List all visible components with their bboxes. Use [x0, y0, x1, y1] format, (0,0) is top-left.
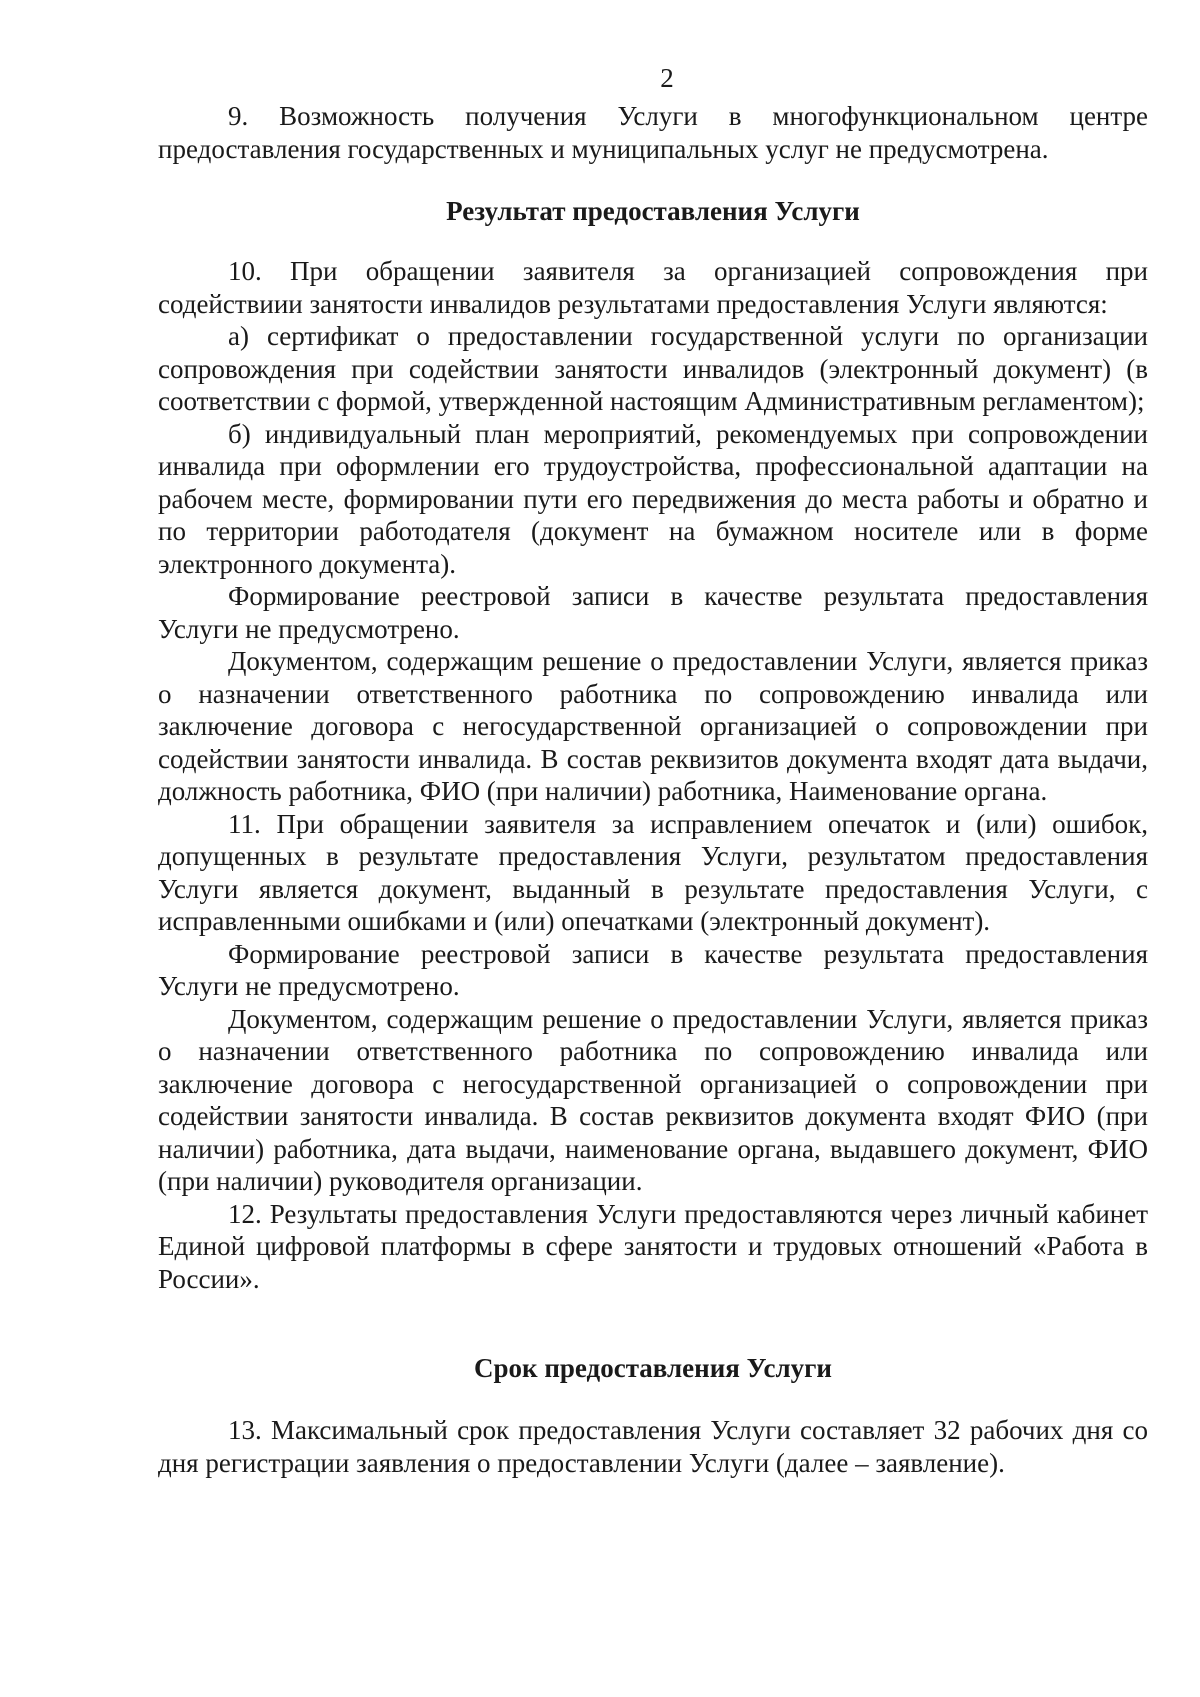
paragraph-10-registry: Формирование реестровой записи в качестве результата предоставления Услуги не предусмотрено.	[158, 581, 1148, 644]
document-page	[158, 62, 1148, 1479]
paragraph-10: 10. При обращении заявителя за организацией сопровождения при содействиии занятости инвалидов результатами предоставления Услуги являются:	[158, 256, 1148, 319]
paragraph-10-decision: Документом, содержащим решение о предоставлении Услуги, является приказ о назначении ответственного работника по сопровождению инвалида или заключение договора с негосударственной организацией о сопровождении при содействии занятости инвалида. В состав реквизитов документа входят дата выдачи, должность работника, ФИО (при наличии) работника, Наименование органа.	[158, 646, 1148, 806]
section-heading-term: Срок предоставления Услуги	[474, 1353, 832, 1383]
paragraph-10-b: б) индивидуальный план мероприятий, рекомендуемых при сопровождении инвалида при оформлении его трудоустройства, профессиональной адаптации на рабочем месте, формировании пути его передвижения до места работы и обратно и по территории работодателя (документ на бумажном носителе или в форме электронного документа).	[158, 418, 1148, 579]
paragraph-10-a: а) сертификат о предоставлении государственной услуги по организации сопровождения при содействии занятости инвалидов (электронный документ) (в соответствии с формой, утвержденной настоящим Административным регламентом);	[158, 321, 1148, 416]
paragraph-13: 13. Максимальный срок предоставления Услуги составляет 32 рабочих дня со дня регистрации заявления о предоставлении Услуги (далее – заявление).	[158, 1415, 1148, 1478]
paragraph-11-registry: Формирование реестровой записи в качестве результата предоставления Услуги не предусмотрено.	[158, 938, 1148, 1001]
paragraph-12: 12. Результаты предоставления Услуги предоставляются через личный кабинет Единой цифровой платформы в сфере занятости и трудовых отношений «Работа в России».	[158, 1198, 1148, 1294]
paragraph-11-decision: Документом, содержащим решение о предоставлении Услуги, является приказ о назначении ответственного работника по сопровождению инвалида или заключение договора с негосударственной организацией о сопровождении при содействии занятости инвалида. В состав реквизитов документа входят ФИО (при наличии) работника, дата выдачи, наименование органа, выдавшего документ, ФИО (при наличии) руководителя организации.	[158, 1003, 1148, 1196]
paragraph-9: 9. Возможность получения Услуги в многофункциональном центре предоставления государственных и муниципальных услуг не предусмотрена.	[158, 101, 1148, 164]
page-number: 2	[660, 63, 674, 93]
section-heading-result: Результат предоставления Услуги	[446, 196, 860, 226]
paragraph-11: 11. При обращении заявителя за исправлением опечаток и (или) ошибок, допущенных в результате предоставления Услуги, результатом предоставления Услуги является документ, выданный в результате предоставления Услуги, с исправленными ошибками и (или) опечатками (электронный документ).	[158, 808, 1148, 936]
